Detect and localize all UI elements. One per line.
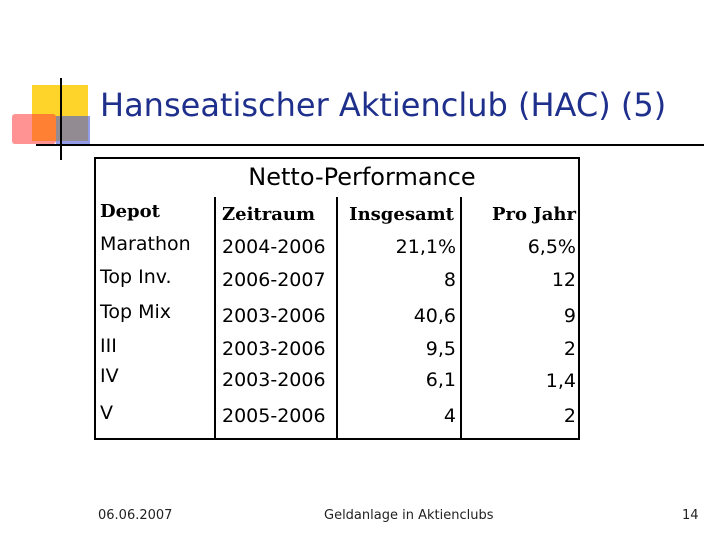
table-row-cell: 6,5% bbox=[527, 236, 576, 258]
table-row-cell: 9,5 bbox=[425, 338, 456, 360]
table-title: Netto-Performance bbox=[248, 163, 476, 191]
title-underline bbox=[36, 144, 704, 146]
table-row-cell: IV bbox=[100, 365, 119, 387]
table-row-cell: 2005-2006 bbox=[222, 405, 326, 427]
page-number: 14 bbox=[682, 508, 699, 523]
table-row-cell: 2003-2006 bbox=[222, 369, 326, 391]
table-row-cell: V bbox=[100, 402, 113, 424]
table-row-cell: 1,4 bbox=[545, 370, 576, 392]
header-pro-jahr: Pro Jahr bbox=[491, 204, 576, 225]
table-row-cell: 8 bbox=[443, 269, 456, 291]
table-row-cell: 2006-2007 bbox=[222, 269, 326, 291]
footer-date: 06.06.2007 bbox=[98, 508, 173, 523]
header-depot: Depot bbox=[100, 201, 160, 222]
table-row-cell: 21,1% bbox=[395, 236, 456, 258]
column-separator bbox=[214, 197, 216, 438]
table-row-cell: 4 bbox=[443, 405, 456, 427]
footer-title: Geldanlage in Aktienclubs bbox=[324, 508, 494, 523]
table-row-cell: 6,1 bbox=[425, 369, 456, 391]
table-row-cell: Top Inv. bbox=[100, 266, 172, 288]
logo-vertical-line bbox=[60, 78, 62, 160]
logo-red-square bbox=[12, 114, 56, 144]
table-row-cell: 2003-2006 bbox=[222, 305, 326, 327]
table-row-cell: 2 bbox=[563, 405, 576, 427]
table-row-cell: Marathon bbox=[100, 233, 191, 255]
table-row-cell: 9 bbox=[563, 305, 576, 327]
table-row-cell: 40,6 bbox=[413, 305, 456, 327]
performance-table bbox=[94, 157, 580, 440]
table-row-cell: 2003-2006 bbox=[222, 338, 326, 360]
header-insgesamt: Insgesamt bbox=[349, 204, 454, 225]
table-row-cell: 2004-2006 bbox=[222, 236, 326, 258]
table-row-cell: 12 bbox=[551, 269, 576, 291]
header-zeitraum: Zeitraum bbox=[222, 204, 316, 225]
column-separator bbox=[460, 197, 462, 438]
table-row-cell: 2 bbox=[563, 338, 576, 360]
table-row-cell: Top Mix bbox=[100, 301, 172, 323]
slide-title: Hanseatischer Aktienclub (HAC) (5) bbox=[100, 86, 667, 124]
table-row-cell: III bbox=[100, 335, 117, 357]
